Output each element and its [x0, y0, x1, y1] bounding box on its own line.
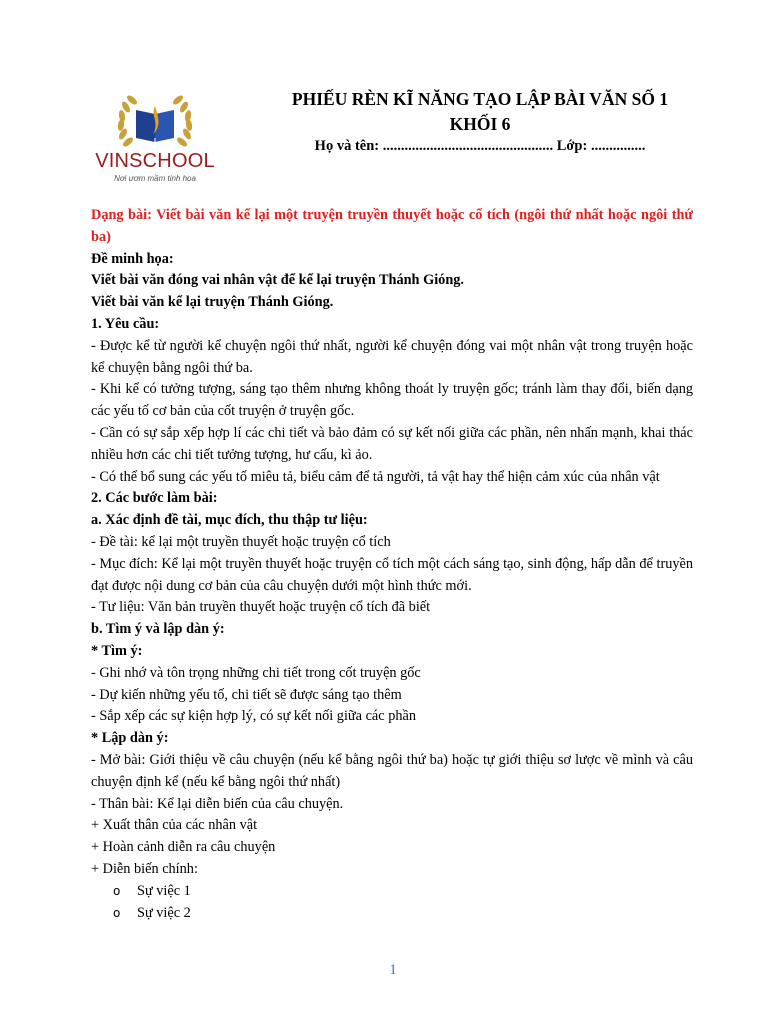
list-item — [91, 903, 693, 925]
logo-slogan: Nơi ươm mầm tinh hoa — [114, 174, 196, 183]
subsection-heading: b. Tìm ý và lập dàn ý: — [91, 621, 225, 638]
section-heading: 1. Yêu cầu: — [91, 315, 160, 332]
paragraph: + Xuất thân của các nhân vật — [91, 817, 258, 834]
paragraph: - Mục đích: Kể lại một truyền thuyết hoặc truyện cổ tích một cách sáng tạo, sinh động, hấp dẫn để truyền đạt được nội dung cơ bản của câu chuyện dưới một hình thức mới. — [91, 555, 693, 594]
name-label: Họ và tên: — [314, 138, 380, 154]
assignment-type: Dạng bài: Viết bài văn kể lại một truyện truyền thuyết hoặc cổ tích (ngôi thứ nhất hoặc ngôi thứ ba) — [91, 207, 693, 245]
paragraph: - Tư liệu: Văn bản truyền thuyết hoặc truyện cổ tích đã biết — [91, 599, 431, 616]
class-blank: ............... — [587, 138, 646, 154]
paragraph: - Sắp xếp các sự kiện hợp lý, có sự kết nối giữa các phần — [91, 708, 416, 725]
student-info-line — [265, 138, 695, 155]
paragraph: - Thân bài: Kể lại diễn biến của câu chuyện. — [91, 795, 344, 812]
list-item — [91, 881, 693, 903]
paragraph: - Đề tài: kể lại một truyền thuyết hoặc truyện cổ tích — [91, 533, 391, 550]
paragraph: + Hoàn cảnh diễn ra câu chuyện — [91, 839, 276, 856]
subsection-heading: * Lập dàn ý: — [91, 730, 169, 747]
section-heading: 2. Các bước làm bài: — [91, 490, 218, 507]
grade-label: KHỐI 6 — [449, 114, 511, 134]
document-title: PHIẾU RÈN KĨ NĂNG TẠO LẬP BÀI VĂN SỐ 1 — [291, 89, 669, 109]
paragraph: - Được kể từ người kể chuyện ngôi thứ nhất, người kể chuyện đóng vai một nhân vật trong truyện hoặc kể chuyện bằng ngôi thứ ba. — [91, 337, 693, 376]
paragraph: - Ghi nhớ và tôn trọng những chi tiết trong cốt truyện gốc — [91, 664, 421, 681]
paragraph: - Mở bài: Giới thiệu về câu chuyện (nếu kể bằng ngôi thứ ba) hoặc tự giới thiệu sơ lược về mình và câu chuyện định kể (nếu kể bằng ngôi thứ nhất) — [91, 751, 693, 790]
name-blank: ............................................... — [379, 138, 557, 154]
vinschool-logo — [92, 92, 218, 186]
subsection-heading: a. Xác định đề tài, mục đích, thu thập tư liệu: — [91, 512, 368, 529]
example-prompt: Viết bài văn kể lại truyện Thánh Gióng. — [91, 294, 334, 311]
list-item-text: Sự việc 2 — [137, 904, 191, 921]
logo-emblem-icon — [92, 92, 218, 154]
list-item-text: Sự việc 1 — [137, 882, 191, 899]
document-body — [91, 205, 693, 924]
circle-bullet-icon: o — [113, 883, 121, 898]
circle-bullet-icon: o — [113, 905, 121, 920]
logo-wordmark: VINSCHOOL — [95, 150, 215, 172]
paragraph: - Cần có sự sắp xếp hợp lí các chi tiết và bảo đảm có sự kết nối giữa các phần, nên nhấn mạnh, khai thác nhiều hơn các chi tiết tưởng tượng, hư cấu, kì ảo. — [91, 424, 693, 463]
page-number: 1 — [389, 962, 397, 978]
paragraph: + Diễn biến chính: — [91, 860, 198, 877]
paragraph: - Có thể bổ sung các yếu tố miêu tả, biểu cảm để tả người, tả vật hay thể hiện cảm xúc của nhân vật — [91, 468, 660, 485]
paragraph: - Khi kể có tưởng tượng, sáng tạo thêm nhưng không thoát ly truyện gốc; tránh làm thay đổi, biến dạng các yếu tố cơ bản của cốt truyện ở truyện gốc. — [91, 381, 693, 420]
example-prompt: Viết bài văn đóng vai nhân vật để kể lại truyện Thánh Gióng. — [91, 272, 464, 289]
subsection-heading: * Tìm ý: — [91, 642, 143, 659]
paragraph: - Dự kiến những yếu tố, chi tiết sẽ được sáng tạo thêm — [91, 686, 402, 703]
example-heading: Đề minh họa: — [91, 250, 174, 267]
class-label: Lớp: — [556, 138, 588, 154]
